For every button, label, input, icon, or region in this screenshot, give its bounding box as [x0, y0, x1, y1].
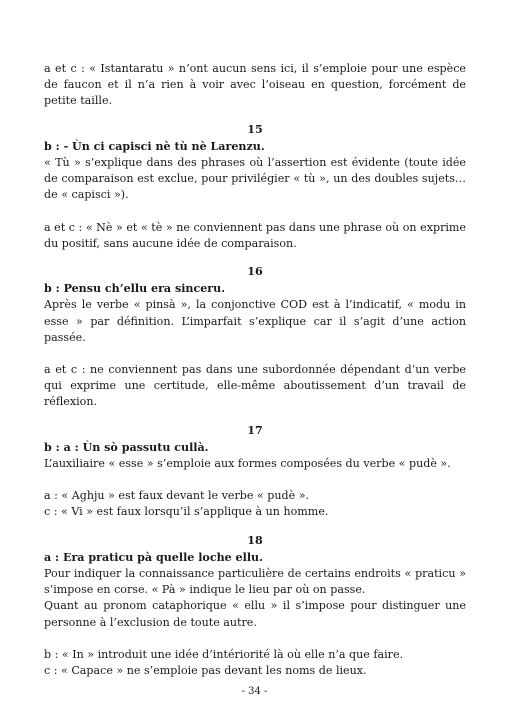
question-number: 17	[247, 423, 263, 437]
answer-heading: b : Pensu ch’ellu era sinceru.	[44, 282, 226, 296]
explanation-paragraph: « Tù » s’explique dans des phrases où l’assertion est évidente (toute idée de comparaison est exclue, pour privilégier « tù », un des doubles sujets… de « capisci »).	[44, 156, 466, 202]
section-16	[44, 264, 466, 411]
explanation-paragraph: Après le verbe « pinsà », la conjonctive COD est à l’indicatif, « modu in esse » par définition. L’imparfait s’explique car il s’agit d’une action passée.	[44, 298, 466, 344]
explanation-paragraph: b : « In » introduit une idée d’intériorité là où elle n’a que faire. c : « Capace » ne s’emploie pas devant les noms de lieux.	[44, 647, 404, 678]
section-18	[44, 533, 466, 680]
answer-heading: b : a : Ùn sò passutu cullà.	[44, 440, 209, 454]
page-body	[44, 61, 466, 679]
explanation-paragraph: a et c : ne conviennent pas dans une subordonnée dépendant d’un verbe qui exprime une certitude, elle-même aboutissement d’un travail de réflexion.	[44, 363, 466, 409]
answer-heading: b : - Ùn ci capisci nè tù nè Larenzu.	[44, 139, 265, 153]
explanation-paragraph: a : « Aghju » est faux devant le verbe « pudè ». c : « Vi » est faux lorsqu’il s’applique à un homme.	[44, 489, 329, 519]
explanation-paragraph: L’auxiliaire « esse » s’emploie aux formes composées du verbe « pudè ».	[44, 457, 451, 471]
answer-heading: a : Era praticu pà quelle loche ellu.	[44, 550, 263, 564]
section-15	[44, 122, 466, 252]
explanation-paragraph: Pour indiquer la connaissance particulière de certains endroits « praticu » s’impose en corse. « Pà » indique le lieu par où on passe. Quant au pronom cataphorique « ellu » il s’impose pour distinguer une personne à l’exclusion de toute autre.	[44, 567, 466, 629]
page-number: - 34 -	[241, 686, 268, 697]
question-number: 16	[247, 265, 263, 279]
question-number: 18	[247, 533, 263, 547]
question-number: 15	[247, 122, 263, 136]
intro-paragraph: a et c : « Istantaratu » n’ont aucun sens ici, il s’emploie pour une espèce de faucon et il n’a rien à voir avec l’oiseau en question, forcément de petite taille.	[44, 62, 466, 108]
section-17	[44, 423, 466, 521]
explanation-paragraph: a et c : « Nè » et « tè » ne conviennent pas dans une phrase où on exprime du positif, sans aucune idée de comparaison.	[44, 220, 466, 250]
